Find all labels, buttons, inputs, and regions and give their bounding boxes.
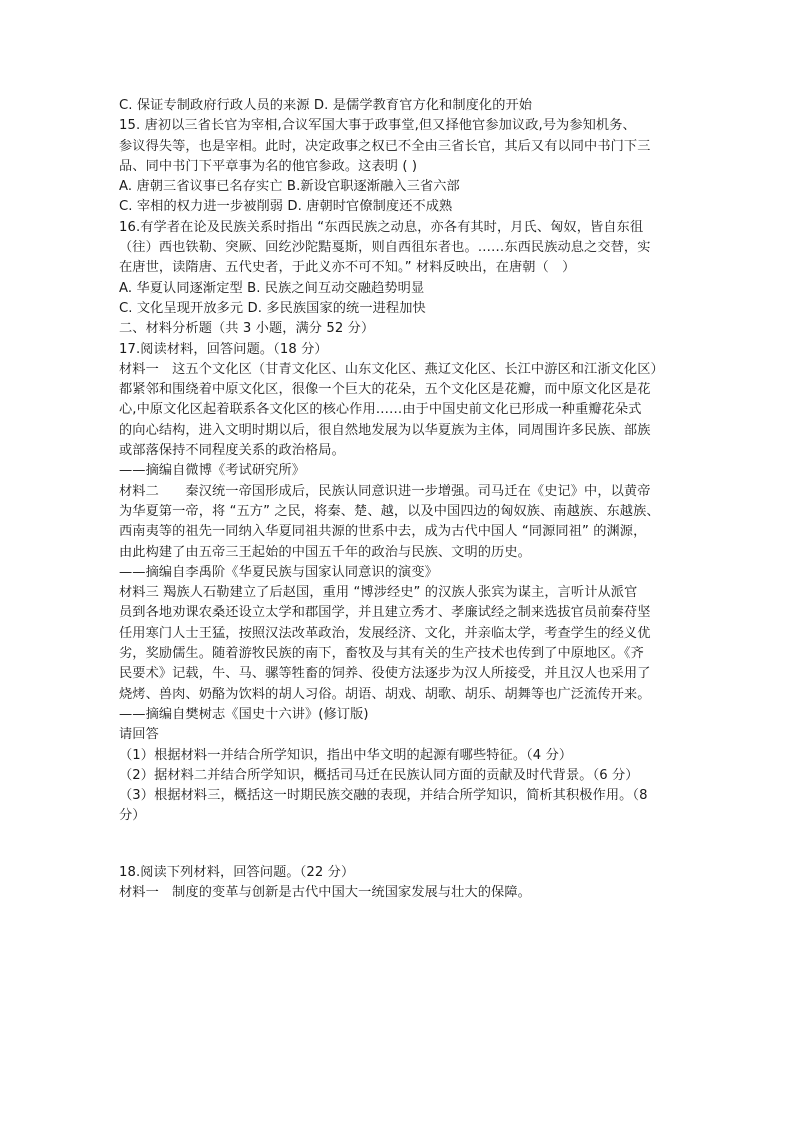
material-3-source: ——摘编自樊树志《国史十六讲》(修订版) bbox=[119, 706, 369, 722]
q14-options-cd: C. 保证专制政府行政人员的来源 D. 是儒学教育官方化和制度化的开始 bbox=[119, 98, 533, 113]
material-2-source: ——摘编自李禹阶《华夏民族与国家认同意识的演变》 bbox=[119, 564, 438, 580]
material-3-line-3: 任用寒门人士王猛，按照汉法改革政治，发展经济、文化，并亲临太学，考查学生的经义优 bbox=[119, 625, 651, 641]
q18-material-1: 材料一 制度的变革与创新是古代中国大一统国家发展与壮大的保障。 bbox=[119, 884, 531, 900]
q16-stem-line-2: （往）西也铁勒、突厥、回纥沙陀黠戛斯，则自西徂东者也。……东西民族动息之交替，实 bbox=[119, 240, 651, 256]
document-page bbox=[119, 96, 689, 903]
answer-prompt: 请回答 bbox=[119, 727, 159, 743]
section-heading: 二、材料分析题（共 3 小题，满分 52 分） bbox=[119, 321, 375, 337]
q15-stem-line-2: 参议得失等，也是宰相。此时，决定政事之权已不全由三省长官，其后又有以同中书门下三 bbox=[119, 138, 651, 154]
q17-sub-1: （1）根据材料一并结合所学知识，指出中华文明的起源有哪些特征。（4 分） bbox=[119, 747, 573, 763]
q16-stem-line-1: 16.有学者在论及民族关系时指出 “东西民族之动息，亦各有其时，月氏、匈奴，皆自东徂 bbox=[119, 219, 644, 235]
material-3-line-6: 烧烤、兽肉、奶酪为饮料的胡人习俗。胡语、胡戏、胡歌、胡乐、胡舞等也广泛流传开来。 bbox=[119, 686, 651, 702]
material-3-line-1: 材料三 羯族人石勒建立了后赵国，重用 “博涉经史” 的汉族人张宾为谋主，言听计从派官 bbox=[119, 585, 638, 601]
material-1-source: ——摘编自微博《考试研究所》 bbox=[119, 463, 306, 479]
q15-stem-line-1: 15. 唐初以三省长官为宰相,合议军国大事于政事堂,但又择他官参加议政,号为参知机务、 bbox=[119, 118, 636, 134]
material-3-line-5: 民要术》记载，牛、马、骡等牲畜的饲养、役使方法逐步为汉人所接受，并且汉人也采用了 bbox=[119, 666, 651, 682]
material-2-line-2: 为华夏第一帝，将 “五方” 之民，将秦、楚、越，以及中国四边的匈奴族、南越族、东越族、 bbox=[119, 503, 660, 519]
material-1-line-2: 都紧邻和围绕着中原文化区，很像一个巨大的花朵，五个文化区是花瓣，而中原文化区是花 bbox=[119, 382, 651, 398]
material-2-line-3: 西南夷等的祖先一同纳入华夏同祖共源的世系中去，成为古代中国人 “同源同祖” 的渊源， bbox=[119, 524, 647, 540]
material-1-line-4: 的向心结构，进入文明时期以后，很自然地发展为以华夏族为主体，同周围许多民族、部族 bbox=[119, 422, 651, 438]
material-1-line-3: 心,中原文化区起着联系各文化区的核心作用……由于中国史前文化已形成一种重瓣花朵式 bbox=[119, 402, 642, 418]
q15-options-ab: A. 唐朝三省议事已名存实亡 B.新设官职逐渐融入三省六部 bbox=[119, 179, 460, 195]
q17-heading: 17.阅读材料，回答问题。（18 分） bbox=[119, 341, 328, 357]
q16-options-cd: C. 文化呈现开放多元 D. 多民族国家的统一进程加快 bbox=[119, 300, 426, 316]
q17-sub-2: （2）据材料二并结合所学知识，概括司马迁在民族认同方面的贡献及时代背景。（6 分） bbox=[119, 767, 639, 783]
q15-stem-line-3: 品、同中书门下平章事为名的他官参政。这表明 ( ) bbox=[119, 158, 418, 174]
q17-sub-3-cont: 分） bbox=[119, 808, 146, 824]
material-1-line-5: 或部落保持不同程度关系的政治格局。 bbox=[119, 443, 345, 459]
material-2-line-1: 材料二 秦汉统一帝国形成后，民族认同意识进一步增强。司马迁在《史记》中，以黄帝 bbox=[119, 483, 651, 499]
q17-sub-3: （3）根据材料三，概括这一时期民族交融的表现，并结合所学知识，简析其积极作用。（8 bbox=[119, 788, 648, 804]
q15-options-cd: C. 宰相的权力进一步被削弱 D. 唐朝时官僚制度还不成熟 bbox=[119, 199, 453, 215]
material-3-line-4: 劣，奖励儒生。随着游牧民族的南下，畜牧及与其有关的生产技术也传到了中原地区。《齐 bbox=[119, 646, 644, 662]
q16-stem-line-3: 在唐世，读隋唐、五代史者，于此义亦不可不知。” 材料反映出，在唐朝（ ） bbox=[119, 260, 576, 276]
material-1-line-1: 材料一 这五个文化区（甘青文化区、山东文化区、燕辽文化区、长江中游区和江浙文化区） bbox=[119, 361, 664, 377]
material-3-line-2: 员到各地劝课农桑还设立太学和郡国学，并且建立秀才、孝廉试经之制来选拔官员前秦苻坚 bbox=[119, 605, 651, 621]
q18-heading: 18.阅读下列材料，回答问题。（22 分） bbox=[119, 864, 355, 880]
material-2-line-4: 由此构建了由五帝三王起始的中国五千年的政治与民族、文明的历史。 bbox=[119, 544, 531, 560]
blank-gap bbox=[119, 827, 689, 863]
q16-options-ab: A. 华夏认同逐渐定型 B. 民族之间互动交融趋势明显 bbox=[119, 280, 425, 296]
